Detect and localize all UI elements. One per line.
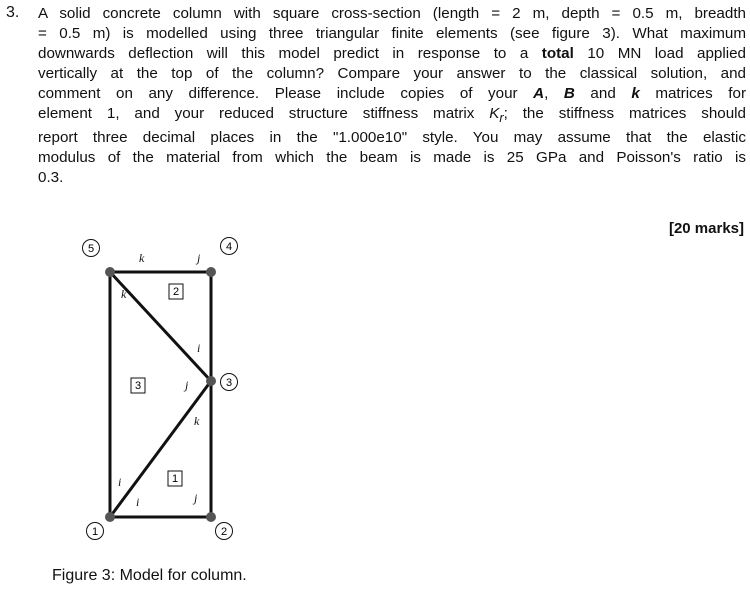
corner-label-i-diag: i: [197, 341, 201, 355]
svg-text:5: 5: [87, 243, 95, 255]
node-1-dot: [105, 512, 115, 522]
svg-text:1: 1: [171, 473, 179, 485]
svg-text:3: 3: [225, 377, 233, 389]
corner-label-i-bottom: i: [136, 495, 140, 509]
svg-text:3: 3: [134, 380, 142, 392]
corner-label-j-bottom: j: [194, 491, 198, 505]
svg-text:1: 1: [91, 526, 99, 538]
corner-label-j-top: j: [197, 251, 201, 265]
node-label-3: [221, 374, 238, 391]
svg-text:4: 4: [225, 241, 233, 253]
question-line-7: report three decimal places in the "1.000e10" style. You may assume that the elastic: [38, 129, 746, 147]
symbol-K: K: [489, 104, 500, 122]
node-3-dot: [206, 376, 216, 386]
element-label-3: [131, 378, 145, 393]
question-line-9: 0.3.: [38, 169, 64, 187]
symbol-B: B: [563, 84, 575, 102]
question-line-5: comment on any difference. Please include copies of your A, B and k matrices for: [38, 84, 746, 102]
node-label-5: [83, 240, 100, 257]
question-line-6: element 1, and your reduced structure stiffness matrix $K_r$; the stiffness matrices should: [38, 104, 746, 125]
corner-label-k-diag: k: [194, 414, 200, 428]
symbol-k: k: [631, 84, 640, 102]
element-label-2: [169, 284, 183, 299]
svg-text:2: 2: [220, 526, 228, 538]
node-5-dot: [105, 267, 115, 277]
corner-label-k-left: k: [121, 287, 127, 301]
emphasis-total: total: [541, 44, 574, 62]
question-number: 3.: [6, 4, 20, 21]
question-line-2: = 0.5 m) is modelled using three triangular finite elements (see figure 3). What maximum: [38, 24, 746, 42]
question-line-4: vertically at the top of the column? Compare your answer to the classical solution, and: [38, 64, 746, 82]
symbol-r: r: [499, 110, 504, 125]
svg-text:2: 2: [172, 286, 180, 298]
node-4-dot: [206, 267, 216, 277]
question-line-3: downwards deflection will this model predict in response to a total 10 MN load applied: [38, 44, 746, 62]
question-line-1: A solid concrete column with square cross-section (length = 2 m, depth = 0.5 m, breadth: [38, 5, 746, 22]
corner-label-j-mid: j: [185, 378, 189, 392]
node-2-dot: [206, 512, 216, 522]
node-label-2: [216, 523, 233, 540]
marks-label: [20 marks]: [668, 220, 744, 237]
corner-label-k-top: k: [139, 251, 145, 265]
mesh-lines: [110, 272, 211, 517]
node-label-1: [87, 523, 104, 540]
symbol-A: A: [533, 84, 545, 102]
corner-label-i-left: i: [118, 475, 122, 489]
node-label-4: [221, 238, 238, 255]
question-line-8: modulus of the material from which the beam is made is 25 GPa and Poisson's ratio is: [38, 149, 746, 167]
element-label-1: [168, 471, 182, 486]
figure-caption: Figure 3: Model for column.: [52, 567, 247, 584]
